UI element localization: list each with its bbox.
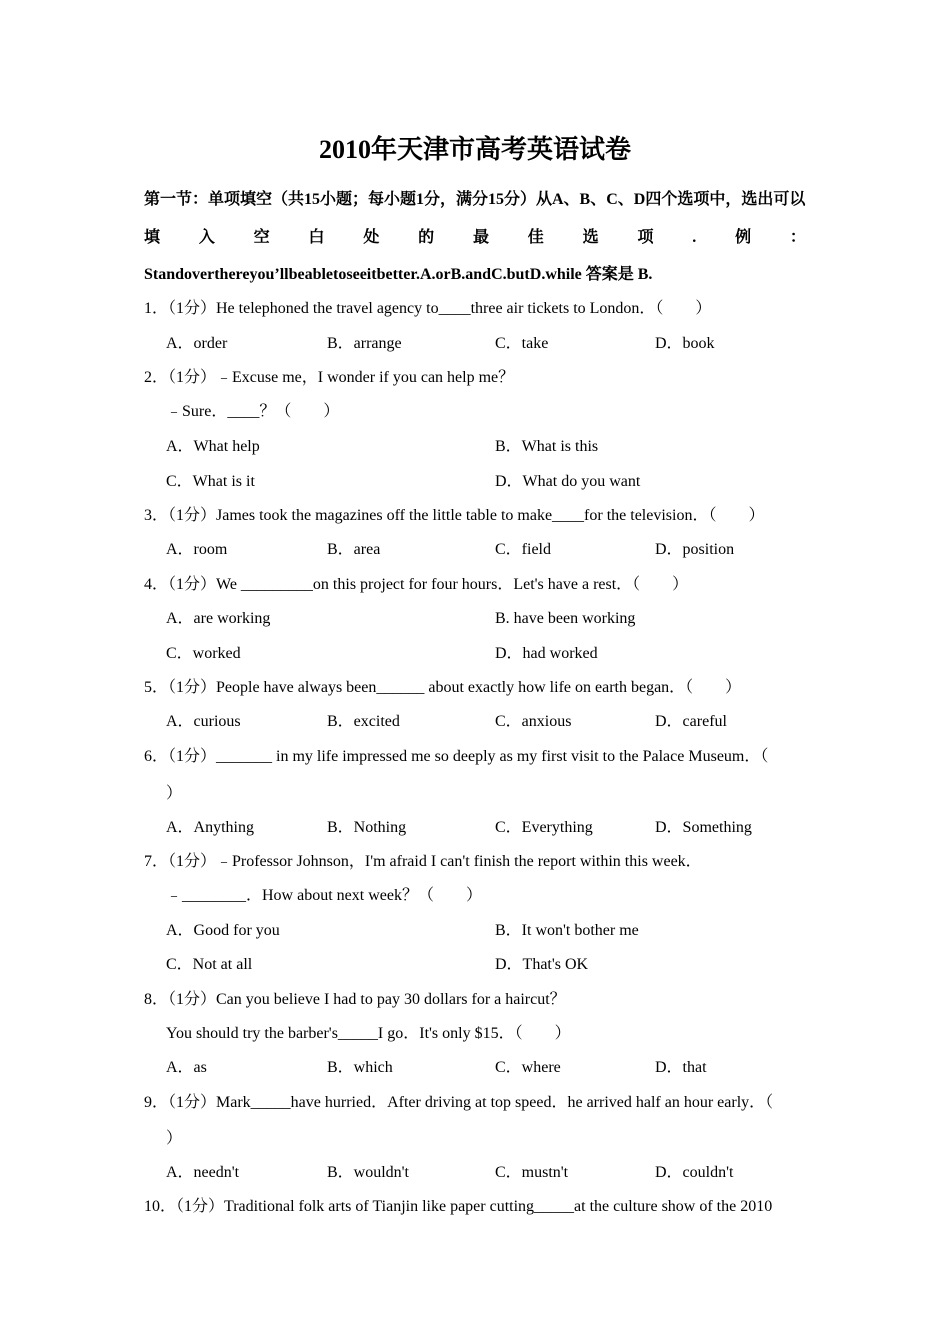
option-b: B．area <box>327 541 381 558</box>
option-c: C．Not at all <box>166 956 253 973</box>
instruction-char: 佳 <box>527 229 544 246</box>
question-stem: 6．（1分）_______ in my life impressed me so deeply as my first visit to the Palace Museum．（ <box>144 748 769 765</box>
option-c: C．mustn't <box>495 1164 569 1181</box>
instruction-char: . <box>692 229 697 246</box>
option-c: C．Everything <box>495 819 593 836</box>
question-stem: 4．（1分）We _________on this project for four hours．Let's have a rest．（ ） <box>144 576 689 593</box>
question-stem: 1．（1分）He telephoned the travel agency to____three air tickets to London．（ ） <box>144 300 712 317</box>
instruction-char: 例 <box>735 229 752 246</box>
question-stem: 7．（1分）﹣Professor Johnson，I'm afraid I can't finish the report within this week． <box>144 853 702 870</box>
option-c: C．What is it <box>166 473 255 490</box>
question-stem-continued: ） <box>166 1130 183 1147</box>
section-example: Standoverthereyou’llbeabletoseeitbetter.A.orB.andC.butD.while 答案是 B. <box>144 266 653 283</box>
option-d: D．that <box>655 1059 707 1076</box>
option-a: A．are working <box>166 610 271 627</box>
option-d: D．What do you want <box>495 473 641 490</box>
option-c: C．where <box>495 1059 561 1076</box>
question-stem: 3．（1分）James took the magazines off the little table to make____for the television．（ ） <box>144 507 765 524</box>
question-stem-continued: ﹣________．How about next week？（ ） <box>166 887 482 904</box>
option-d: D．book <box>655 335 715 352</box>
option-b: B．which <box>327 1059 393 1076</box>
option-a: A．Good for you <box>166 922 280 939</box>
question-stem-continued: ﹣Sure．____？（ ） <box>166 403 340 420</box>
question-stem: 9．（1分）Mark_____have hurried．After driving at top speed．he arrived half an hour early．（ <box>144 1094 774 1111</box>
instruction-char: 处 <box>363 229 380 246</box>
instruction-char: 白 <box>308 229 325 246</box>
instruction-char: 项 <box>637 229 654 246</box>
question-stem: 10．（1分）Traditional folk arts of Tianjin like paper cutting_____at the culture show of the 2010 <box>144 1198 773 1215</box>
option-a: A．curious <box>166 713 241 730</box>
option-a: A．Anything <box>166 819 255 836</box>
option-d: D．That's OK <box>495 956 589 973</box>
question-stem-continued: ） <box>166 785 183 802</box>
option-d: D．couldn't <box>655 1164 734 1181</box>
option-b: B．It won't bother me <box>495 922 639 939</box>
option-c: C．field <box>495 541 551 558</box>
instruction-char: 空 <box>253 229 270 246</box>
option-c: C．anxious <box>495 713 572 730</box>
option-c: C．take <box>495 335 549 352</box>
instruction-char: 入 <box>198 229 215 246</box>
option-b: B．Nothing <box>327 819 407 836</box>
instruction-char: 选 <box>582 229 599 246</box>
instruction-char: 最 <box>472 229 489 246</box>
option-b: B．wouldn't <box>327 1164 410 1181</box>
question-stem: 8．（1分）Can you believe I had to pay 30 dollars for a haircut？ <box>144 991 566 1008</box>
section-instruction-line2 <box>144 228 806 248</box>
option-a: A．needn't <box>166 1164 240 1181</box>
option-b: B．arrange <box>327 335 402 352</box>
page-title: 2010年天津市高考英语试卷 <box>318 135 631 164</box>
option-d: D．careful <box>655 713 727 730</box>
instruction-char: ： <box>789 229 806 246</box>
option-b: B．What is this <box>495 438 599 455</box>
option-d: D．position <box>655 541 735 558</box>
option-d: D．Something <box>655 819 752 836</box>
instruction-char: 填 <box>144 229 161 246</box>
option-b: B. have been working <box>495 610 636 627</box>
option-b: B．excited <box>327 713 400 730</box>
section-instruction-line1: 第一节：单项填空（共15小题；每小题1分，满分15分）从A、B、C、D四个选项中，选出可以 <box>144 191 806 208</box>
instruction-char: 的 <box>418 229 435 246</box>
option-a: A．order <box>166 335 228 352</box>
question-stem: 2．（1分）﹣Excuse me，I wonder if you can help me？ <box>144 369 515 386</box>
option-a: A．What help <box>166 438 260 455</box>
option-a: A．room <box>166 541 228 558</box>
option-d: D．had worked <box>495 645 598 662</box>
option-a: A．as <box>166 1059 207 1076</box>
question-stem-continued: You should try the barber's_____I go．It's only $15．（ ） <box>166 1025 571 1042</box>
option-c: C．worked <box>166 645 241 662</box>
question-stem: 5．（1分）People have always been______ about exactly how life on earth began．（ ） <box>144 679 742 696</box>
